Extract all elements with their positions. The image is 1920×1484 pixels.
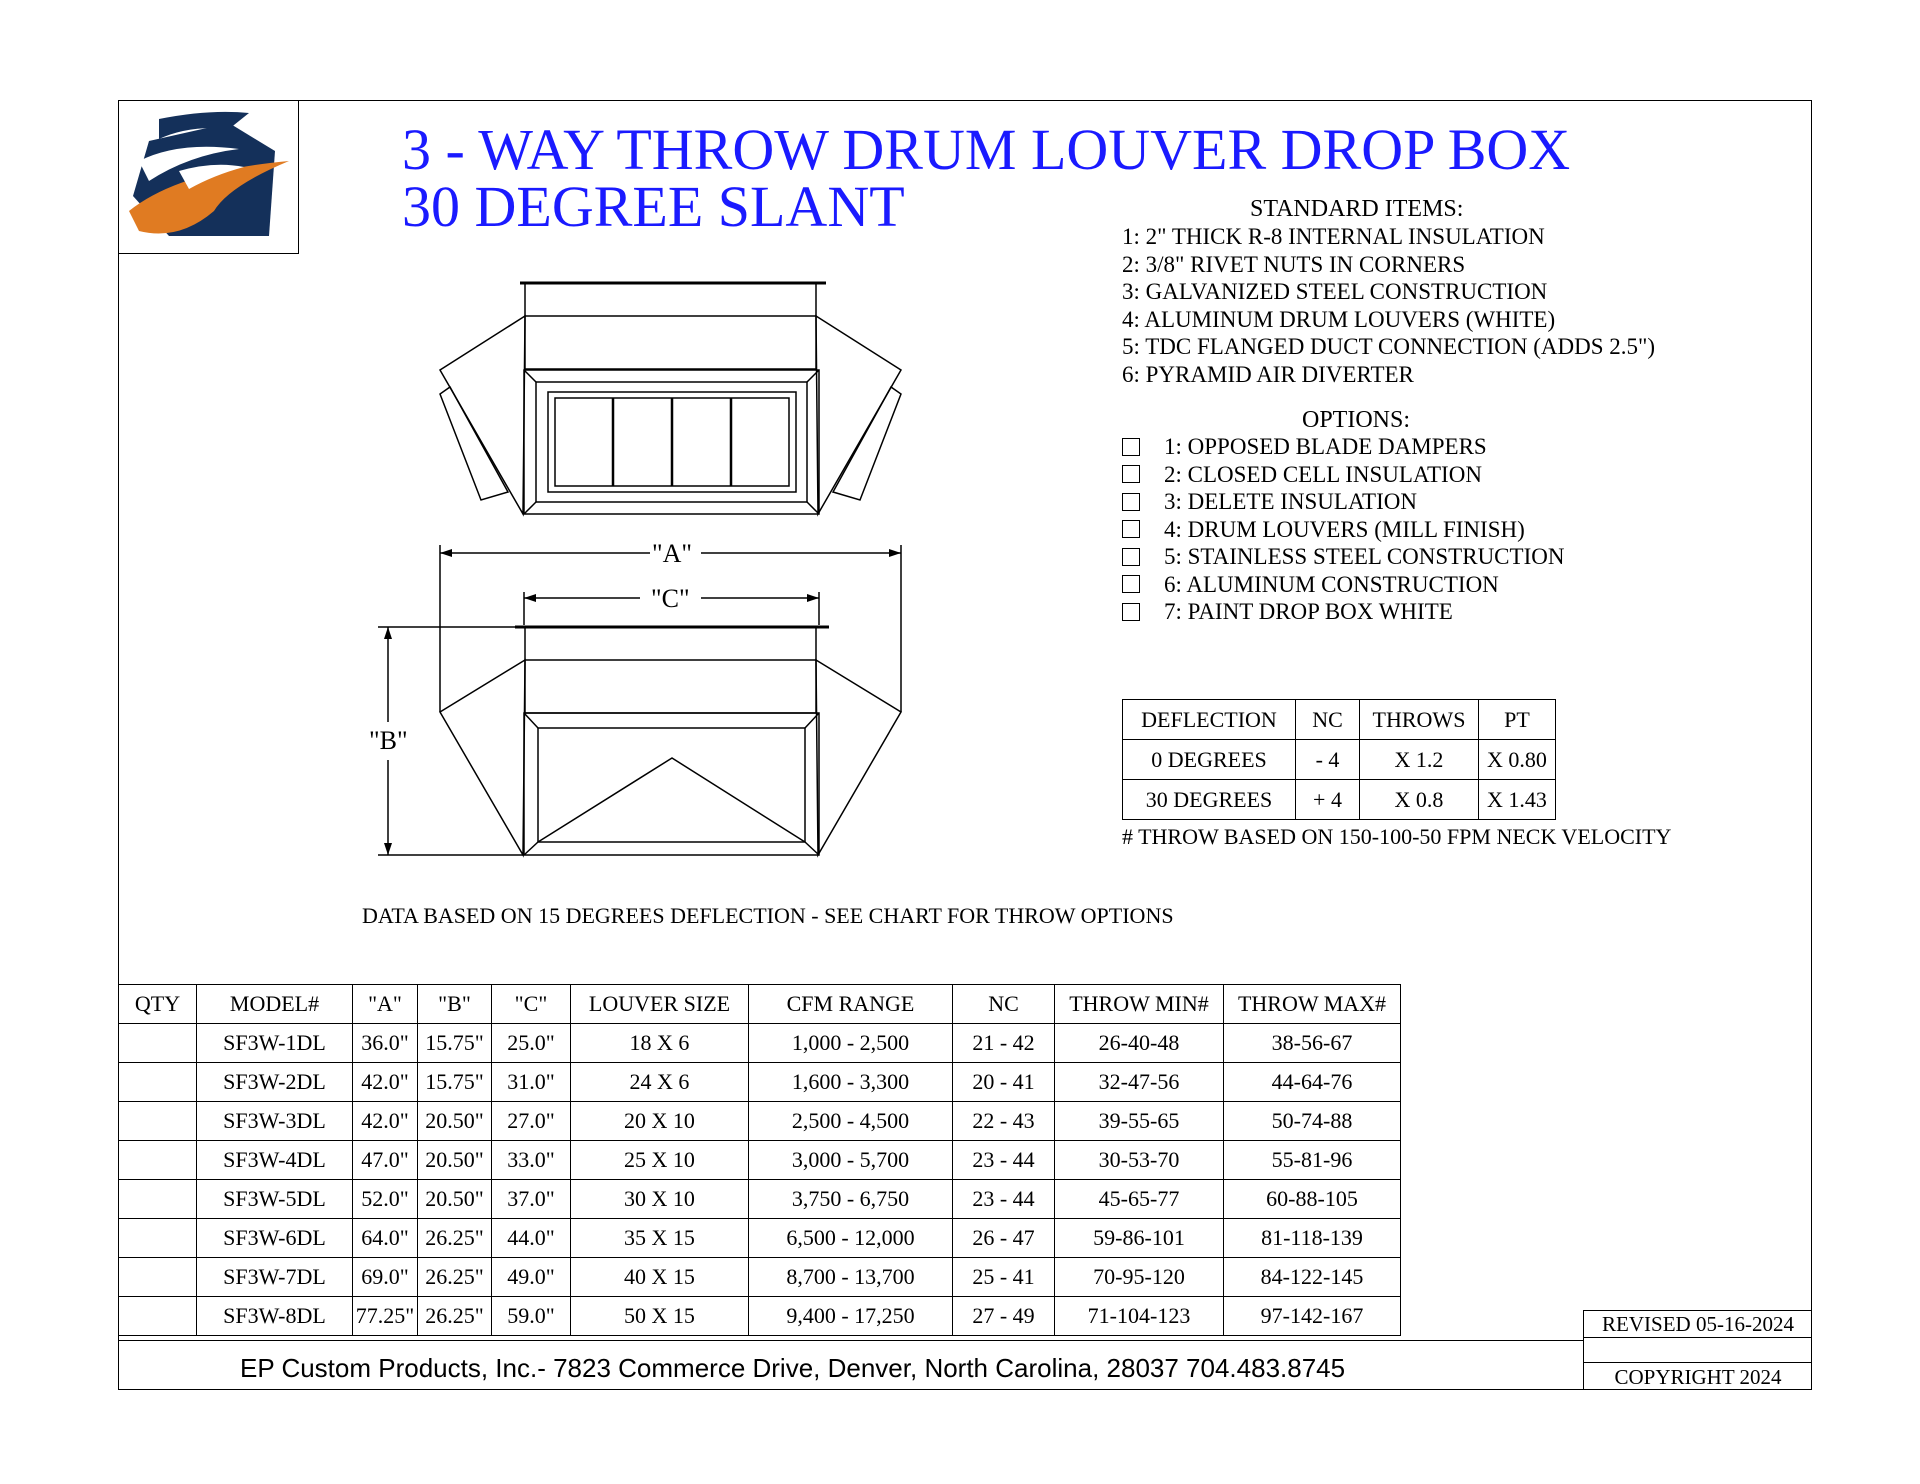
- table-cell: 55-81-96: [1224, 1141, 1401, 1180]
- deflection-cell: 30 DEGREES: [1123, 780, 1296, 820]
- table-row: [119, 1297, 1401, 1336]
- standard-item: 2: 3/8" RIVET NUTS IN CORNERS: [1122, 251, 1466, 277]
- model-header: THROW MIN#: [1055, 985, 1224, 1024]
- table-cell: 35 X 15: [571, 1219, 749, 1258]
- table-cell: 44.0": [492, 1219, 571, 1258]
- table-cell: SF3W-6DL: [197, 1219, 353, 1258]
- table-cell: 20.50": [418, 1180, 492, 1219]
- table-cell: 39-55-65: [1055, 1102, 1224, 1141]
- standard-item: 1: 2" THICK R-8 INTERNAL INSULATION: [1122, 224, 1545, 249]
- table-cell: 71-104-123: [1055, 1297, 1224, 1336]
- table-cell: 59-86-101: [1055, 1219, 1224, 1258]
- revision-spacer: [1584, 1337, 1812, 1362]
- table-cell: SF3W-5DL: [197, 1180, 353, 1219]
- footer-divider: [118, 1340, 1583, 1341]
- table-cell: 49.0": [492, 1258, 571, 1297]
- option-label: 6: ALUMINUM CONSTRUCTION: [1164, 571, 1499, 597]
- table-cell: SF3W-1DL: [197, 1024, 353, 1063]
- table-cell: 21 - 42: [953, 1024, 1055, 1063]
- dimension-a-label: "A": [652, 539, 693, 568]
- qty-cell[interactable]: [119, 1258, 197, 1297]
- table-cell: 20 X 10: [571, 1102, 749, 1141]
- table-cell: 26 - 47: [953, 1219, 1055, 1258]
- table-cell: 3,000 - 5,700: [749, 1141, 953, 1180]
- table-cell: 32-47-56: [1055, 1063, 1224, 1102]
- table-cell: 3,750 - 6,750: [749, 1180, 953, 1219]
- model-table: [118, 984, 1401, 1336]
- table-cell: SF3W-2DL: [197, 1063, 353, 1102]
- table-cell: 25.0": [492, 1024, 571, 1063]
- table-cell: 33.0": [492, 1141, 571, 1180]
- table-cell: SF3W-4DL: [197, 1141, 353, 1180]
- table-cell: 15.75": [418, 1063, 492, 1102]
- table-cell: 23 - 44: [953, 1180, 1055, 1219]
- table-cell: 26.25": [418, 1297, 492, 1336]
- table-cell: 37.0": [492, 1180, 571, 1219]
- table-cell: 45-65-77: [1055, 1180, 1224, 1219]
- table-cell: 6,500 - 12,000: [749, 1219, 953, 1258]
- dimension-lines: [378, 545, 901, 855]
- deflection-header: PT: [1479, 700, 1556, 740]
- dimension-b-label: "B": [369, 726, 408, 755]
- model-header: MODEL#: [197, 985, 353, 1024]
- model-header: QTY: [119, 985, 197, 1024]
- option-label: 7: PAINT DROP BOX WHITE: [1164, 599, 1453, 624]
- model-table-body: [119, 1024, 1401, 1336]
- option-label: 4: DRUM LOUVERS (MILL FINISH): [1164, 516, 1525, 542]
- throw-footnote: # THROW BASED ON 150-100-50 FPM NECK VELOCITY: [1122, 824, 1672, 849]
- table-cell: 31.0": [492, 1063, 571, 1102]
- table-cell: 20.50": [418, 1141, 492, 1180]
- table-row: [119, 1102, 1401, 1141]
- deflection-cell: X 1.2: [1360, 740, 1479, 780]
- table-cell: 77.25": [353, 1297, 418, 1336]
- table-cell: 69.0": [353, 1258, 418, 1297]
- model-header: "B": [418, 985, 492, 1024]
- table-cell: SF3W-8DL: [197, 1297, 353, 1336]
- deflection-cell: - 4: [1296, 740, 1360, 780]
- table-cell: 8,700 - 13,700: [749, 1258, 953, 1297]
- title-line-1: 3 - WAY THROW DRUM LOUVER DROP BOX: [402, 117, 1571, 182]
- revised-date: REVISED 05-16-2024: [1584, 1310, 1812, 1337]
- table-cell: 60-88-105: [1224, 1180, 1401, 1219]
- qty-cell[interactable]: [119, 1063, 197, 1102]
- top-view-drawing: [440, 283, 901, 514]
- qty-cell[interactable]: [119, 1141, 197, 1180]
- deflection-cell: 0 DEGREES: [1123, 740, 1296, 780]
- table-cell: 40 X 15: [571, 1258, 749, 1297]
- data-basis-note: DATA BASED ON 15 DEGREES DEFLECTION - SEE CHART FOR THROW OPTIONS: [362, 903, 1174, 928]
- table-cell: SF3W-3DL: [197, 1102, 353, 1141]
- table-cell: 26-40-48: [1055, 1024, 1224, 1063]
- table-cell: 20 - 41: [953, 1063, 1055, 1102]
- deflection-header: NC: [1296, 700, 1360, 740]
- table-cell: 38-56-67: [1224, 1024, 1401, 1063]
- revision-block: [1583, 1310, 1812, 1390]
- table-cell: 52.0": [353, 1180, 418, 1219]
- table-row: [119, 1024, 1401, 1063]
- standard-item: 5: TDC FLANGED DUCT CONNECTION (ADDS 2.5"): [1122, 334, 1656, 359]
- option-label: 5: STAINLESS STEEL CONSTRUCTION: [1164, 544, 1565, 569]
- table-cell: 47.0": [353, 1141, 418, 1180]
- table-cell: 25 - 41: [953, 1258, 1055, 1297]
- model-header: CFM RANGE: [749, 985, 953, 1024]
- table-cell: 20.50": [418, 1102, 492, 1141]
- table-cell: 25 X 10: [571, 1141, 749, 1180]
- table-row: [119, 1258, 1401, 1297]
- table-cell: 15.75": [418, 1024, 492, 1063]
- table-cell: 9,400 - 17,250: [749, 1297, 953, 1336]
- model-header: "C": [492, 985, 571, 1024]
- model-header: "A": [353, 985, 418, 1024]
- table-cell: 70-95-120: [1055, 1258, 1224, 1297]
- option-label: 1: OPPOSED BLADE DAMPERS: [1164, 434, 1487, 459]
- table-cell: 1,000 - 2,500: [749, 1024, 953, 1063]
- qty-cell[interactable]: [119, 1024, 197, 1063]
- option-label: 3: DELETE INSULATION: [1164, 489, 1417, 514]
- table-cell: 81-118-139: [1224, 1219, 1401, 1258]
- side-view-drawing: [440, 627, 901, 855]
- table-row: [119, 1180, 1401, 1219]
- table-cell: 64.0": [353, 1219, 418, 1258]
- options-heading: OPTIONS:: [1302, 407, 1411, 433]
- table-cell: 26.25": [418, 1258, 492, 1297]
- table-cell: 27.0": [492, 1102, 571, 1141]
- deflection-header: THROWS: [1360, 700, 1479, 740]
- table-cell: 26.25": [418, 1219, 492, 1258]
- model-header-row: [119, 985, 1401, 1024]
- model-header: NC: [953, 985, 1055, 1024]
- title-line-2: 30 DEGREE SLANT: [402, 174, 905, 239]
- table-cell: 24 X 6: [571, 1063, 749, 1102]
- deflection-cell: X 1.43: [1479, 780, 1556, 820]
- standard-item: 6: PYRAMID AIR DIVERTER: [1122, 361, 1414, 387]
- table-row: [119, 1219, 1401, 1258]
- copyright: COPYRIGHT 2024: [1584, 1362, 1812, 1390]
- dimension-c-label: "C": [651, 584, 690, 613]
- table-cell: 44-64-76: [1224, 1063, 1401, 1102]
- standard-item: 4: ALUMINUM DRUM LOUVERS (WHITE): [1122, 306, 1556, 332]
- deflection-header: DEFLECTION: [1123, 700, 1296, 740]
- table-cell: 42.0": [353, 1102, 418, 1141]
- table-cell: 30-53-70: [1055, 1141, 1224, 1180]
- table-cell: 97-142-167: [1224, 1297, 1401, 1336]
- table-cell: 27 - 49: [953, 1297, 1055, 1336]
- deflection-cell: + 4: [1296, 780, 1360, 820]
- model-header: THROW MAX#: [1224, 985, 1401, 1024]
- qty-cell[interactable]: [119, 1102, 197, 1141]
- qty-cell[interactable]: [119, 1297, 197, 1336]
- standard-item: 3: GALVANIZED STEEL CONSTRUCTION: [1122, 279, 1548, 304]
- table-row: [119, 1141, 1401, 1180]
- standard-items-heading: STANDARD ITEMS:: [1250, 196, 1464, 222]
- table-cell: 84-122-145: [1224, 1258, 1401, 1297]
- company-footer: EP Custom Products, Inc.- 7823 Commerce Drive, Denver, North Carolina, 28037 704.483.8745: [240, 1353, 1346, 1383]
- table-cell: 1,600 - 3,300: [749, 1063, 953, 1102]
- deflection-cell: X 0.80: [1479, 740, 1556, 780]
- qty-cell[interactable]: [119, 1219, 197, 1258]
- qty-cell[interactable]: [119, 1180, 197, 1219]
- table-cell: 22 - 43: [953, 1102, 1055, 1141]
- table-cell: 2,500 - 4,500: [749, 1102, 953, 1141]
- table-cell: 30 X 10: [571, 1180, 749, 1219]
- table-row: [119, 1063, 1401, 1102]
- model-header: LOUVER SIZE: [571, 985, 749, 1024]
- table-cell: 59.0": [492, 1297, 571, 1336]
- table-cell: 50-74-88: [1224, 1102, 1401, 1141]
- table-cell: 42.0": [353, 1063, 418, 1102]
- table-cell: 36.0": [353, 1024, 418, 1063]
- table-cell: 23 - 44: [953, 1141, 1055, 1180]
- table-cell: 18 X 6: [571, 1024, 749, 1063]
- table-cell: 50 X 15: [571, 1297, 749, 1336]
- option-label: 2: CLOSED CELL INSULATION: [1164, 461, 1482, 487]
- deflection-cell: X 0.8: [1360, 780, 1479, 820]
- table-cell: SF3W-7DL: [197, 1258, 353, 1297]
